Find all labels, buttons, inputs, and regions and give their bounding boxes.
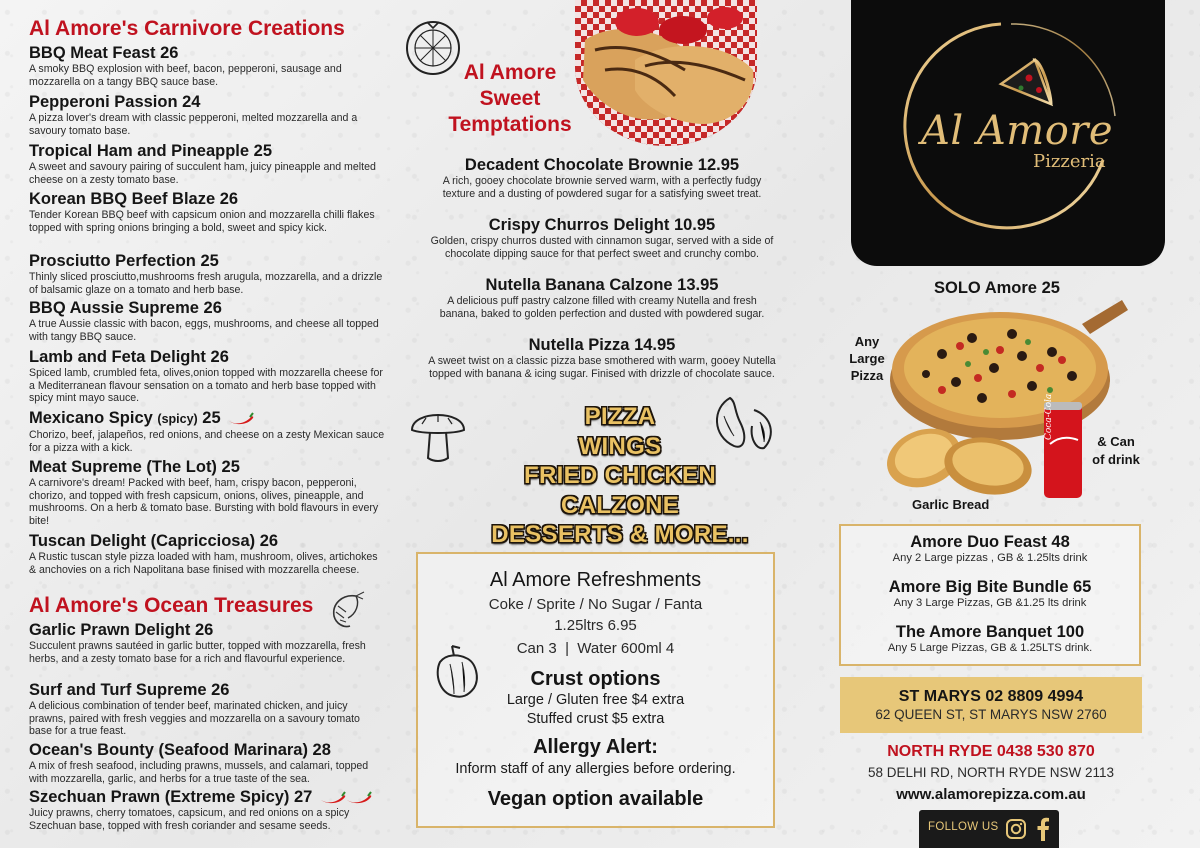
item-name-row: [29, 788, 385, 807]
label-line: of drink: [1092, 452, 1140, 467]
north-ryde-phone: NORTH RYDE 0438 530 870: [887, 743, 1095, 760]
item-name: Korean BBQ Beef Blaze 26: [29, 190, 239, 208]
dessert-item: [428, 156, 776, 200]
item-desc: A smoky BBQ explosion with beef, bacon, pepperoni, sausage and mozzarella on a tangy BBQ sauce base.: [29, 63, 342, 88]
menu-item: [29, 741, 385, 785]
north-ryde-address: 58 DELHI RD, NORTH RYDE NSW 2113: [867, 765, 1115, 780]
menu-item: [29, 788, 385, 832]
item-desc: A mix of fresh seafood, including prawns, mussels, and calamari, topped with mozzarella, garlic, and herbs for a true taste of the sea.: [29, 760, 369, 785]
menu-item: [29, 409, 385, 454]
item-desc: A pizza lover's dream with classic pepperoni, melted mozzarella and a savoury tomato base.: [29, 112, 358, 137]
logo-subtitle: Pizzeria: [1033, 151, 1106, 172]
dessert-photo: [575, 0, 757, 146]
instagram-icon[interactable]: [1005, 818, 1027, 840]
menu-item: [29, 252, 385, 296]
combo-name: The Amore Banquet 100: [895, 623, 1085, 641]
logo-script: Al Amore: [921, 108, 1114, 154]
st-marys-phone: ST MARYS 02 8809 4994: [898, 688, 1084, 705]
item-name: Prosciutto Perfection 25: [29, 252, 219, 270]
item-desc: A carnivore's dream! Packed with beef, ham, crispy bacon, pepperoni, chorizo, and topped with fresh capsicum, onions, olives, pineapple, and mushrooms. On a herb & tomato base. Bursting with bold flavours in every bite!: [29, 477, 379, 527]
combo-name: Amore Duo Feast 48: [910, 533, 1070, 551]
category-label: WINGS: [578, 432, 662, 460]
allergy-title: Allergy Alert:: [533, 736, 658, 758]
label-line: Any: [854, 334, 880, 349]
combo-name: Amore Big Bite Bundle 65: [888, 578, 1092, 596]
facebook-icon[interactable]: [1035, 817, 1051, 841]
category-label: PIZZA: [584, 403, 656, 430]
item-name: BBQ Meat Feast 26: [29, 44, 179, 62]
item-name: Nutella Pizza 14.95: [528, 336, 676, 354]
item-name: Lamb and Feta Delight 26: [29, 348, 229, 366]
item-desc: A delicious puff pastry calzone filled with creamy Nutella and fresh banana, baked to golden perfection and dusted with powdered sugar.: [439, 295, 765, 320]
combo-desc: Any 5 Large Pizzas, GB & 1.25LTS drink.: [887, 642, 1093, 654]
menu-item: [29, 532, 385, 576]
combo-desc: Any 3 Large Pizzas, GB &1.25 lts drink: [893, 597, 1087, 609]
carnivore-section-title: Al Amore's Carnivore Creations: [29, 17, 345, 40]
crust-option: Large / Gluten free $4 extra: [506, 692, 685, 708]
capsicum-sketch-icon: [432, 644, 482, 700]
pizza-slice-icon: [1001, 60, 1051, 104]
sweet-title-line: Al Amore: [463, 61, 557, 84]
label-line: & Can: [1097, 434, 1135, 449]
allergy-text: Inform staff of any allergies before ordering.: [455, 761, 736, 777]
item-name: BBQ Aussie Supreme 26: [29, 299, 222, 317]
drinks-price: 1.25ltrs 6.95: [554, 617, 637, 634]
category-label: FRIED CHICKEN: [524, 462, 716, 489]
pizza-combo-photo: [882, 294, 1132, 502]
item-desc: A delicious combination of tender beef, marinated chicken, and juicy prawns, paired with fresh veggies and mozzarella on a savoury tomato base for a true feast.: [29, 700, 360, 738]
item-desc: A sweet twist on a classic pizza base smothered with warm, gooey Nutella topped with banana & icing sugar. Finised with drizzle of chocolate sauce.: [428, 355, 776, 380]
menu-item: [29, 142, 385, 186]
website-link[interactable]: www.alamorepizza.com.au: [896, 786, 1086, 803]
item-desc: A rich, gooey chocolate brownie served warm, with a perfectly fudgy texture and a dusting of powdered sugar for a satisfying sweet treat.: [442, 175, 762, 200]
item-name: Meat Supreme (The Lot) 25: [29, 458, 240, 476]
sweet-section-title: [440, 60, 580, 138]
item-name: Szechuan Prawn (Extreme Spicy) 27: [29, 788, 313, 806]
item-name: Crispy Churros Delight 10.95: [488, 216, 716, 234]
item-desc: Tender Korean BBQ beef with capsicum onion and mozzarella chilli flakes topped with spring onions bringing a bold, sweet and spicy kick.: [29, 209, 375, 234]
item-desc: Juicy prawns, cherry tomatoes, capsicum, and red onions on a spicy Szechuan base, topped with fresh coriander and sesame seeds.: [29, 807, 350, 832]
combo-desc: Any 2 Large pizzas , GB & 1.25lts drink: [892, 552, 1088, 564]
ocean-section-title: Al Amore's Ocean Treasures: [29, 594, 314, 617]
item-desc: Spiced lamb, crumbled feta, olives,onion topped with mozzarella cheese for a Mediterranean flavour sensation on a tomato and herb base topped with spicy mint mayo sauce.: [29, 367, 383, 405]
crust-option: Stuffed crust $5 extra: [526, 711, 665, 727]
garlic-bread-label: Garlic Bread: [912, 497, 990, 512]
item-name: Tuscan Delight (Capricciosa) 26: [29, 532, 279, 550]
item-desc: Chorizo, beef, jalapeños, red onions, and cheese on a zesty Mexican sauce for a pizza with a kick.: [29, 429, 385, 454]
vegan-note: Vegan option available: [487, 788, 704, 810]
category-label: DESSERTS & MORE...: [491, 521, 749, 548]
drinks-line: Coke / Sprite / No Sugar / Fanta: [488, 596, 703, 613]
item-name: Nutella Banana Calzone 13.95: [485, 276, 719, 294]
dessert-item: [428, 336, 776, 380]
menu-item: [29, 621, 385, 665]
dessert-item: [428, 216, 776, 260]
can-water-price: Can 3 | Water 600ml 4: [516, 640, 675, 657]
item-name: Mexicano Spicy: [29, 409, 153, 427]
item-name: Surf and Turf Supreme 26: [29, 681, 230, 699]
food-categories: [455, 402, 785, 550]
double-chili-icon: [319, 791, 373, 805]
st-marys-location: [840, 677, 1142, 733]
sweet-title-line: Temptations: [448, 113, 572, 136]
social-bar: [919, 810, 1059, 848]
crust-title: Crust options: [530, 668, 661, 690]
spicy-tag: (spicy): [157, 412, 198, 426]
menu-item: [29, 299, 385, 343]
item-desc: A sweet and savoury pairing of succulent ham, juicy pineapple and melted cheese on a zesty tomato base.: [29, 161, 376, 186]
sweet-title-line: Sweet: [479, 87, 541, 110]
item-desc: Succulent prawns sautéed in garlic butter, topped with mozzarella, fresh herbs, and a zesty tomato base for a rich and flavourful experience.: [29, 640, 366, 665]
item-desc: A Rustic tuscan style pizza loaded with ham, mushroom, olives, artichokes & anchovies on a rich Napolitana base finised with mozzarella cheese.: [29, 551, 378, 576]
item-name: Ocean's Bounty (Seafood Marinara) 28: [29, 741, 331, 759]
menu-item: [29, 458, 385, 527]
item-desc: Golden, crispy churros dusted with cinnamon sugar, served with a side of chocolate dipping sauce for that perfect sweet and crunchy combo.: [430, 235, 774, 260]
logo-panel: [851, 0, 1165, 266]
refreshments-title: Al Amore Refreshments: [489, 569, 702, 591]
menu-item: [29, 681, 385, 738]
item-desc: A true Aussie classic with bacon, eggs, mushrooms, and cheese all topped with tangy BBQ sauce.: [29, 318, 379, 343]
item-price: 25: [202, 409, 221, 427]
label-line: Pizza: [850, 368, 884, 383]
can-drink-label: [1088, 433, 1144, 469]
st-marys-address: 62 QUEEN ST, ST MARYS NSW 2760: [875, 707, 1107, 722]
category-label: CALZONE: [560, 491, 680, 519]
item-name: Pepperoni Passion 24: [29, 93, 201, 111]
chili-icon: [227, 412, 255, 426]
can-brand-label: Coca-Cola: [1044, 393, 1054, 440]
label-line: Large: [849, 351, 885, 366]
dessert-item: [428, 276, 776, 320]
item-name-row: [29, 409, 385, 429]
item-name: Decadent Chocolate Brownie 12.95: [464, 156, 740, 174]
item-name: Tropical Ham and Pineapple 25: [29, 142, 272, 160]
menu-item: [29, 93, 385, 137]
follow-us-label: FOLLOW US: [928, 821, 999, 833]
menu-item: [29, 348, 385, 405]
menu-item: [29, 44, 385, 88]
combo-deals-box: [839, 524, 1141, 666]
menu-item: [29, 190, 385, 234]
item-desc: Thinly sliced prosciutto,mushrooms fresh arugula, mozzarella, and a drizzle of balsamic glaze on a tomato and herb base.: [29, 271, 383, 296]
solo-deal-title: SOLO Amore 25: [934, 279, 1060, 297]
item-name: Garlic Prawn Delight 26: [29, 621, 214, 639]
